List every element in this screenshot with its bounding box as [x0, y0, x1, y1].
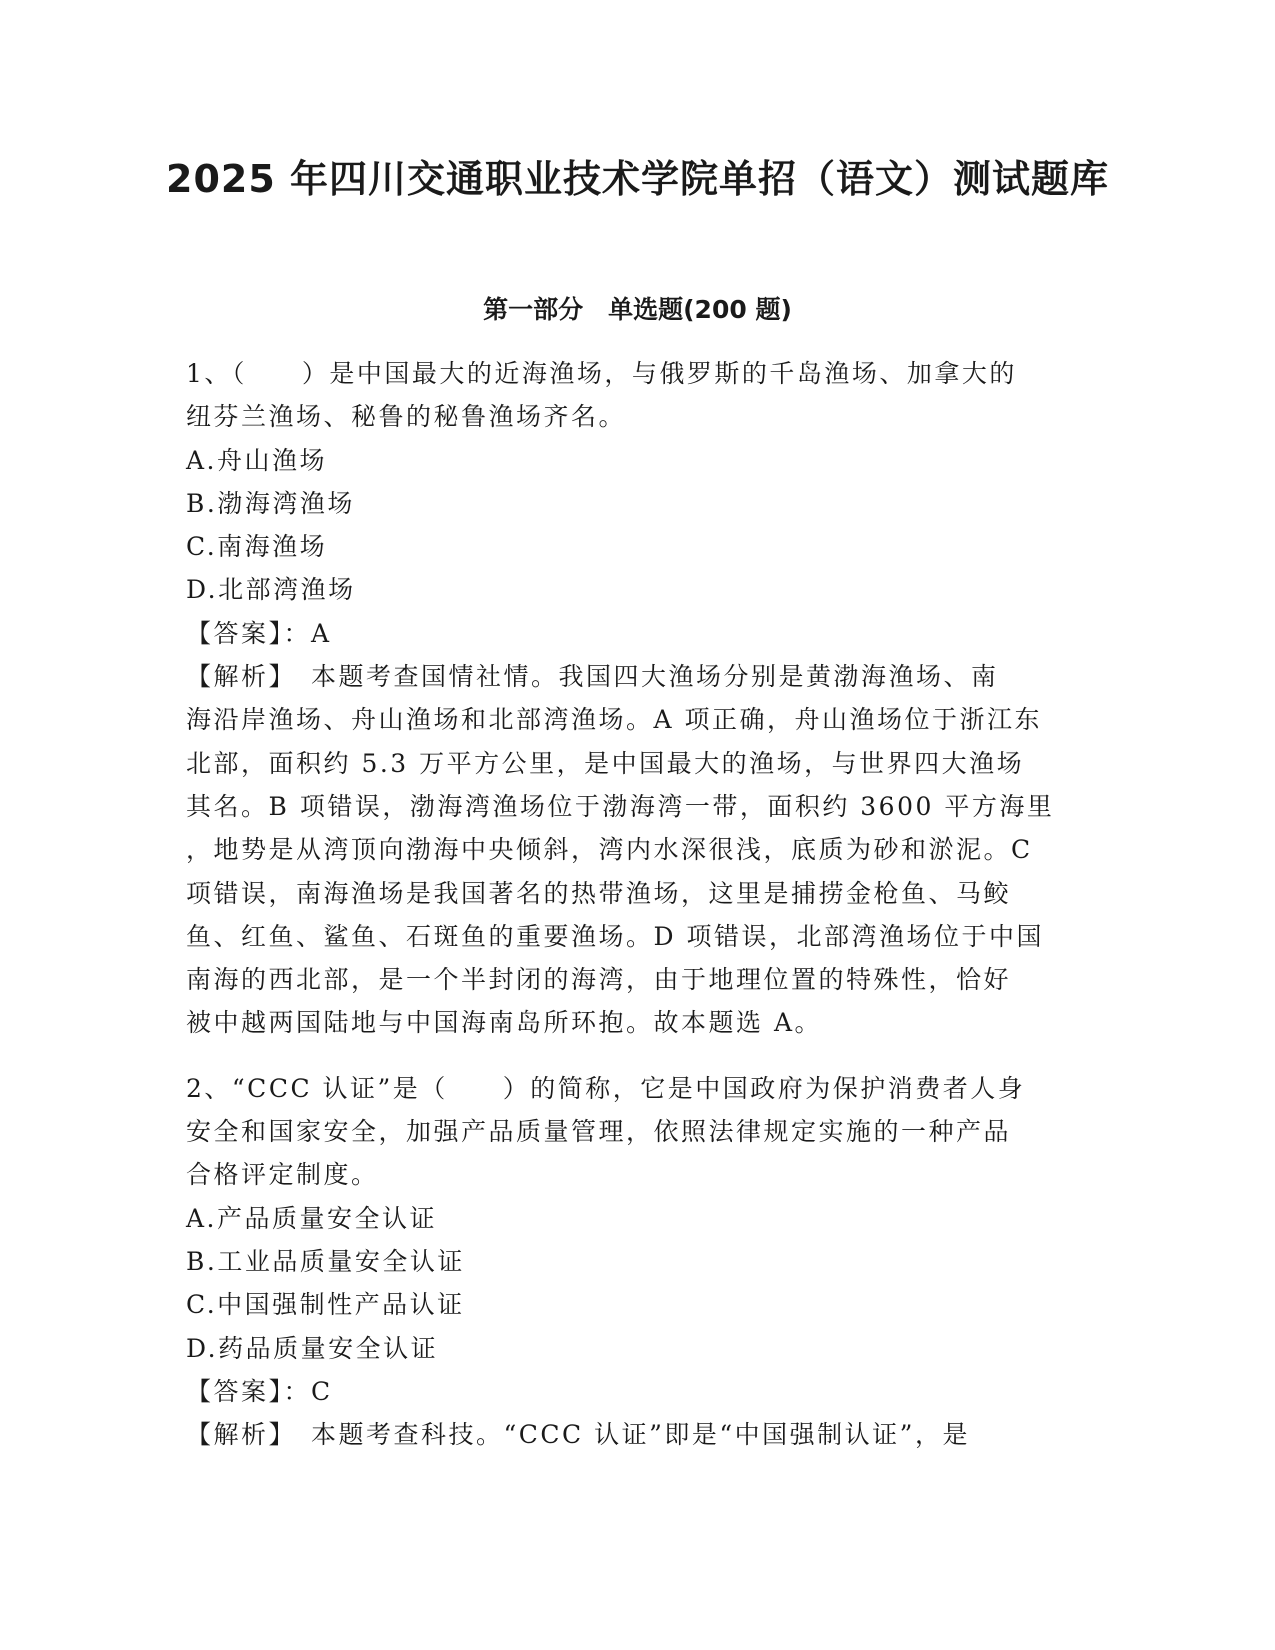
analysis-line: 南海的西北部，是一个半封闭的海湾，由于地理位置的特殊性，恰好	[186, 965, 1012, 995]
analysis-line: 被中越两国陆地与中国海南岛所环抱。故本题选 A。	[186, 1008, 823, 1038]
analysis	[186, 1413, 1086, 1456]
question-spacer	[186, 1045, 1086, 1067]
section-title: 第一部分 单选题(200 题)	[483, 295, 792, 324]
option-d: D.北部湾渔场	[186, 575, 356, 605]
option-list	[186, 1197, 1086, 1370]
question-1	[186, 352, 1086, 1045]
stem-line: 2、“CCC 认证”是（ ）的简称，它是中国政府为保护消费者人身	[186, 1073, 1026, 1103]
analysis-line: 鱼、红鱼、鲨鱼、石斑鱼的重要渔场。D 项错误，北部湾渔场位于中国	[186, 921, 1044, 951]
analysis-line: 【解析】 本题考查国情社情。我国四大渔场分别是黄渤海渔场、南	[186, 662, 999, 692]
option-b: B.渤海湾渔场	[186, 488, 355, 518]
option-c: C.南海渔场	[186, 532, 328, 562]
stem-line: 纽芬兰渔场、秘鲁的秘鲁渔场齐名。	[186, 402, 627, 432]
question-stem	[186, 352, 1086, 439]
option-a: A.舟山渔场	[186, 445, 328, 475]
option-c: C.中国强制性产品认证	[186, 1290, 465, 1320]
analysis-line: 北部，面积约 5.3 万平方公里，是中国最大的渔场，与世界四大渔场	[186, 748, 1025, 778]
analysis-line: 其名。B 项错误，渤海湾渔场位于渤海湾一带，面积约 3600 平方海里	[186, 791, 1055, 821]
answer: 【答案】：C	[186, 1376, 333, 1406]
option-d: D.药品质量安全认证	[186, 1333, 439, 1363]
analysis-line: ，地势是从湾顶向渤海中央倾斜，湾内水深很浅，底质为砂和淤泥。C	[186, 835, 1033, 865]
question-2	[186, 1067, 1086, 1457]
analysis	[186, 655, 1086, 1045]
questions-list	[186, 352, 1086, 1456]
option-b: B.工业品质量安全认证	[186, 1246, 465, 1276]
analysis-line: 【解析】 本题考查科技。“CCC 认证”即是“中国强制认证”，是	[186, 1420, 970, 1450]
option-a: A.产品质量安全认证	[186, 1203, 438, 1233]
answer: 【答案】：A	[186, 618, 332, 648]
option-list	[186, 439, 1086, 612]
analysis-line: 海沿岸渔场、舟山渔场和北部湾渔场。A 项正确，舟山渔场位于浙江东	[186, 705, 1043, 735]
question-stem	[186, 1067, 1086, 1197]
stem-line: 合格评定制度。	[186, 1160, 379, 1190]
stem-line: 安全和国家安全，加强产品质量管理，依照法律规定实施的一种产品	[186, 1117, 1012, 1147]
stem-line: 1、（ ）是中国最大的近海渔场，与俄罗斯的千岛渔场、加拿大的	[186, 359, 1017, 388]
document-title: 2025 年四川交通职业技术学院单招（语文）测试题库	[166, 157, 1109, 201]
analysis-line: 项错误，南海渔场是我国著名的热带渔场，这里是捕捞金枪鱼、马鲛	[186, 878, 1012, 908]
